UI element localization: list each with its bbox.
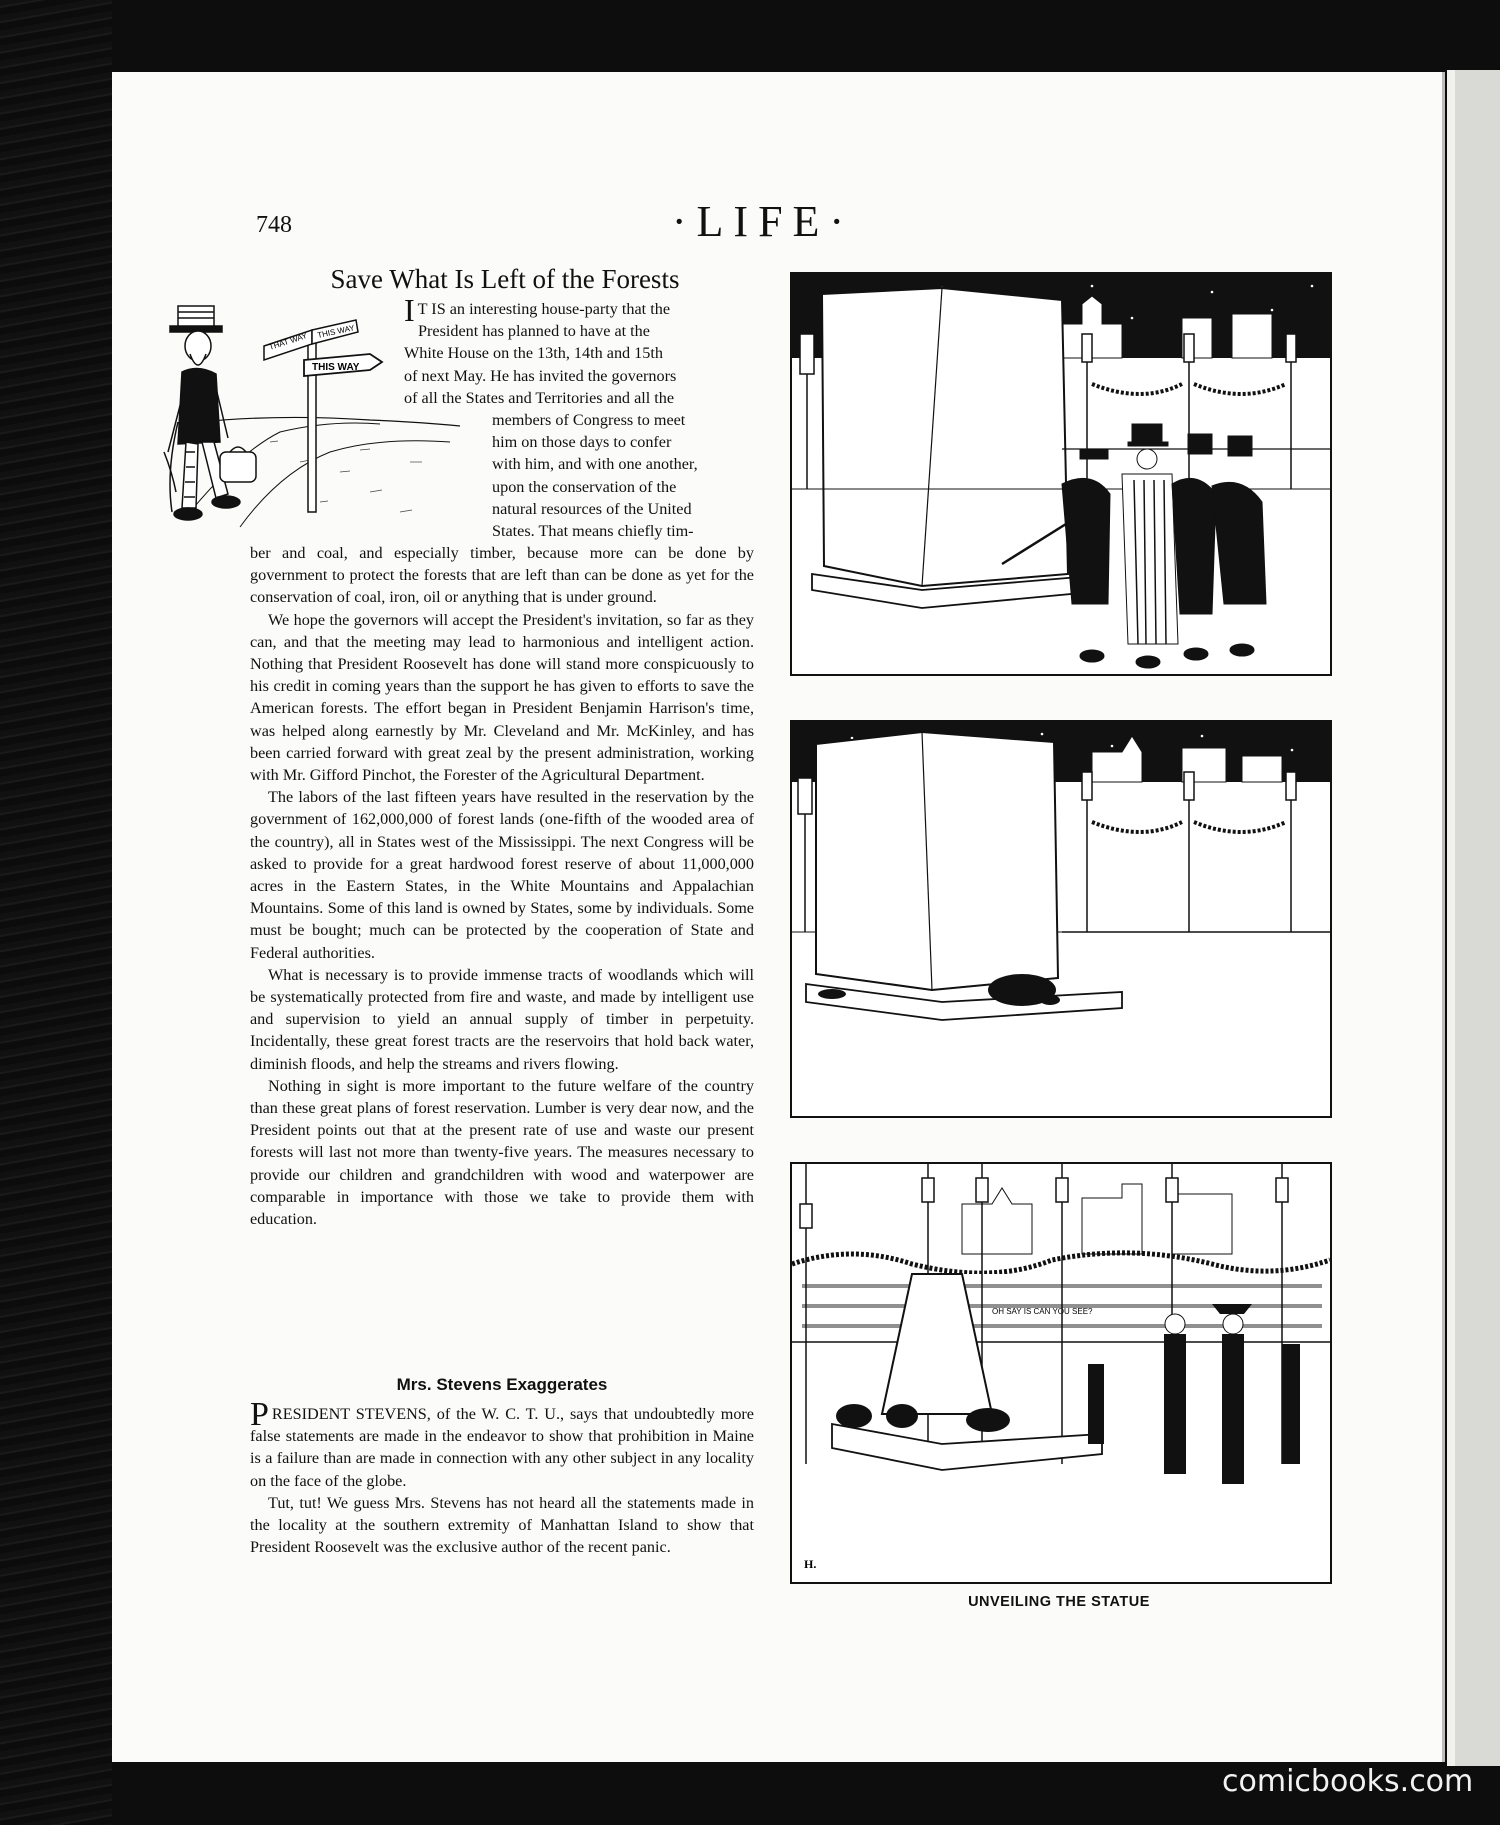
narrow-line-6: States. That means chiefly tim- <box>492 522 694 541</box>
second-article-body <box>250 1396 754 1558</box>
panel-1-drawing <box>792 274 1330 674</box>
panel-2-drawing <box>792 722 1330 1116</box>
signpost-arm-right <box>312 320 358 344</box>
cartoon-panel-1 <box>790 272 1332 676</box>
paragraph-5: Nothing in sight is more important to the future welfare of the country than these great plans of forest reservation. Lumber is very dear now, and the President points out that at the present rate of use and waste our present forests will last not more than twenty-five years. The measures necessary to provide our children and grandchildren with wood and waterpower are comparable in importance with those we take to provide them with education. <box>250 1076 754 1229</box>
page-number: 748 <box>256 212 292 238</box>
panel-3-drawing <box>792 1164 1330 1582</box>
article-title: Save What Is Left of the Forests <box>330 264 680 294</box>
sign-text-this-way-top: THIS WAY <box>316 323 356 340</box>
drop-cap-p: P <box>250 1396 269 1433</box>
article-line-2: President has planned to have at the <box>418 322 650 341</box>
cartoon-panel-3 <box>790 1162 1332 1584</box>
article-line-3: White House on the 13th, 14th and 15th <box>404 344 663 363</box>
second-article-title: Mrs. Stevens Exaggerates <box>396 1375 608 1394</box>
signpost-arm-left <box>264 330 312 360</box>
second-article-paragraph-2: Tut, tut! We guess Mrs. Stevens has not heard all the statements made in the locality at the southern extremity of Manhattan Island to show that President Roosevelt was the exclusive author of the recent panic. <box>250 1493 754 1557</box>
article-first-line: I T IS an interesting house-party that the <box>404 292 671 328</box>
sign-text-that-way: THAT WAY <box>267 331 309 352</box>
narrow-line-2: him on those days to confer <box>492 433 672 452</box>
article-line-4: of next May. He has invited the governors <box>404 366 677 385</box>
watermark: comicbooks.com <box>1222 1764 1474 1799</box>
paragraph-4: What is necessary is to provide immense tracts of woodlands which will be systematically protected from fire and waste, and made by intelligent use and supervision to yield an annual supply of timber in perpetuity. Incidentally, these great forest tracts are the reservoirs that hold back water, diminish floods, and help the streams and rivers flowing. <box>250 965 754 1073</box>
narrow-line-4: upon the conservation of the <box>492 477 677 496</box>
article-line-5: of all the States and Territories and all the <box>404 388 675 407</box>
crowd-sign-text: OH SAY IS CAN YOU SEE? <box>992 1307 1093 1316</box>
paragraph-3: The labors of the last fifteen years have resulted in the reservation by the government of 162,000,000 of forest lands (one-fifth of the wooded area of the country), all in States west of the Mississippi. The next Congress will be asked to provide for a great hardwood forest reserve of about 11,000,000 acres in the Eastern States, in the White Mountains and Appalachian Mountains. Some of this land is owned by States, some by individuals. Some must be bought; much can be protected by the cooperation of State and Federal authorities. <box>250 788 754 962</box>
article-body <box>250 542 754 1230</box>
scan-left-margin <box>0 0 112 1825</box>
cartoon-caption: UNVEILING THE STATUE <box>968 1594 1150 1610</box>
narrow-line-5: natural resources of the United <box>492 499 692 518</box>
narrow-line-3: with him, and with one another, <box>492 455 698 474</box>
article-opening-lines <box>404 292 754 409</box>
second-article-paragraph-1: PRESIDENT STEVENS, of the W. C. T. U., says that undoubtedly more false statements are made in the endeavor to show that prohibition in Maine is a failure than are made in connection with any other subject in any locality on the face of the globe. <box>250 1396 754 1490</box>
masthead: ·LIFE· <box>671 197 855 246</box>
paragraph-2: We hope the governors will accept the President's invitation, so far as they can, and that the meeting may lead to harmonious and intelligent action. Nothing that President Roosevelt has done will stand more conspicuously to his credit in coming years than the support he has given to efforts to save the American forests. The effort began in President Benjamin Harrison's time, was helped along earnestly by Mr. Cleveland and Mr. McKinley, and has been carried forward with great zeal by the present administration, working with Mr. Gifford Pinchot, the Forester of the Agricultural Department. <box>250 610 754 785</box>
artist-signature: H. <box>804 1557 817 1571</box>
cartoon-panel-2 <box>790 720 1332 1118</box>
narrow-line-1: members of Congress to meet <box>492 411 686 429</box>
paragraph-1-continued: ber and coal, and especially timber, because more can be done by government to protect the forests that are left than can be done as yet for the conservation of coal, iron, oil or anything that is under ground. <box>250 544 754 607</box>
article-narrow-lines <box>492 409 754 542</box>
next-page-edge <box>1447 70 1500 1766</box>
drop-cap: I <box>404 292 415 328</box>
sign-text-this-way-main: THIS WAY <box>312 362 360 373</box>
